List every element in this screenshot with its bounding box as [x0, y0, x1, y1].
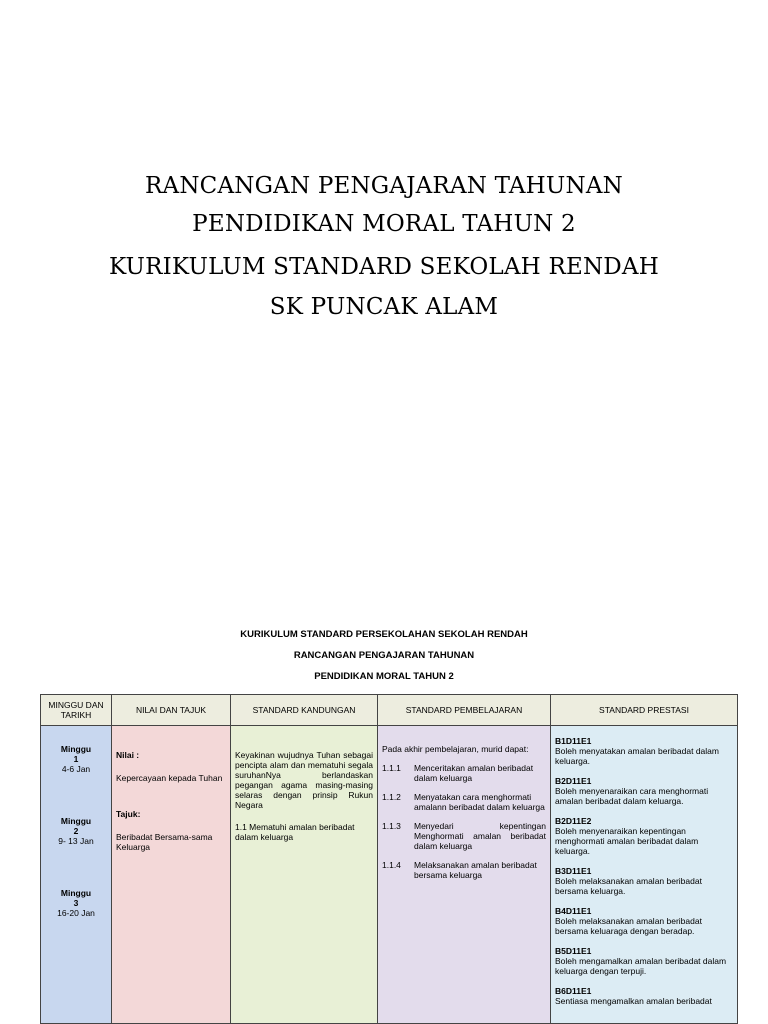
prestasi-item [555, 906, 733, 936]
cover-title-line-2: PENDIDIKAN MORAL TAHUN 2 [192, 211, 576, 237]
list-item [382, 763, 546, 783]
list-item [382, 860, 546, 880]
header-standard-prestasi: STANDARD PRESTASI [551, 695, 738, 726]
week-label: Minggu [60, 744, 92, 754]
item-text: Melaksanakan amalan beribadat bersama keluarga [414, 860, 537, 880]
header-minggu: MINGGU DAN TARIKH [41, 695, 112, 726]
prestasi-text: Boleh menyatakan amalan beribadat dalam keluarga. [555, 746, 719, 766]
prestasi-text: Boleh melaksanakan amalan beribadat bersama keluarga. [555, 876, 702, 896]
week-label: Minggu [60, 888, 92, 898]
table-header-row [41, 695, 738, 726]
subheading-kurikulum: KURIKULUM STANDARD PERSEKOLAHAN SEKOLAH RENDAH [240, 629, 528, 640]
week-number: 3 [73, 898, 79, 908]
prestasi-code: B3D11E1 [555, 866, 592, 876]
nilai-label: Nilai : [116, 750, 140, 760]
kandungan-item: 1.1 Mematuhi amalan beribadat dalam keluarga [235, 822, 355, 842]
prestasi-item [555, 986, 733, 1006]
table-row [41, 726, 738, 1024]
week-entry-2 [43, 816, 109, 846]
tajuk-label: Tajuk: [116, 809, 141, 819]
cell-minggu [41, 726, 112, 1024]
prestasi-code: B1D11E1 [555, 736, 592, 746]
prestasi-item [555, 816, 733, 856]
prestasi-code: B5D11E1 [555, 946, 592, 956]
week-entry-1 [43, 744, 109, 774]
list-item [382, 792, 546, 812]
week-entry-3 [43, 888, 109, 918]
cell-nilai-tajuk [112, 726, 231, 1024]
prestasi-item [555, 736, 733, 766]
header-standard-pembelajaran: STANDARD PEMBELAJARAN [378, 695, 551, 726]
item-text: Menyedari kepentingan Menghormati amalan beribadat dalam keluarga [414, 821, 546, 851]
prestasi-code: B4D11E1 [555, 906, 592, 916]
kandungan-paragraph: Keyakinan wujudnya Tuhan sebagai pencipta alam dan mematuhi segala suruhanNya berlandaskan pegangan agama masing-masing selaras dengan prinsip Rukun Negara [235, 750, 373, 810]
cover-title-line-3: KURIKULUM STANDARD SEKOLAH RENDAH [108, 254, 659, 280]
nilai-value: Kepercayaan kepada Tuhan [116, 773, 223, 783]
list-item [382, 821, 546, 851]
week-dates: 9- 13 Jan [58, 836, 94, 846]
cover-title-line-4: SK PUNCAK ALAM [269, 294, 499, 320]
week-dates: 16-20 Jan [57, 908, 95, 918]
subheading-pendidikan: PENDIDIKAN MORAL TAHUN 2 [314, 671, 454, 682]
subheading-rancangan: RANCANGAN PENGAJARAN TAHUNAN [293, 650, 475, 661]
prestasi-code: B2D11E2 [555, 816, 592, 826]
prestasi-text: Sentiasa mengamalkan amalan beribadat [555, 996, 712, 1006]
cover-title-line-1: RANCANGAN PENGAJARAN TAHUNAN [145, 173, 623, 199]
item-number: 1.1.1 [382, 763, 401, 773]
cell-standard-pembelajaran [378, 726, 551, 1024]
prestasi-item [555, 776, 733, 806]
prestasi-text: Boleh menyenaraikan cara menghormati amalan beribadat dalam keluarga. [555, 786, 709, 806]
item-number: 1.1.4 [382, 860, 401, 870]
item-number: 1.1.2 [382, 792, 401, 802]
cell-standard-kandungan [231, 726, 378, 1024]
pembelajaran-intro: Pada akhir pembelajaran, murid dapat: [382, 744, 529, 754]
prestasi-code: B2D11E1 [555, 776, 592, 786]
rpt-table [40, 694, 738, 1024]
prestasi-item [555, 946, 733, 976]
item-number: 1.1.3 [382, 821, 401, 831]
prestasi-text: Boleh melaksanakan amalan beribadat bersama keluaraga dengan beradap. [555, 916, 702, 936]
prestasi-text: Boleh mengamalkan amalan beribadat dalam keluarga dengan terpuji. [555, 956, 727, 976]
item-text: Menceritakan amalan beribadat dalam keluarga [414, 763, 534, 783]
week-dates: 4-6 Jan [61, 764, 91, 774]
header-standard-kandungan: STANDARD KANDUNGAN [231, 695, 378, 726]
prestasi-text: Boleh menyenaraikan kepentingan menghormati amalan beribadat dalam keluarga. [555, 826, 699, 856]
tajuk-value: Beribadat Bersama-sama Keluarga [116, 832, 213, 852]
week-label: Minggu [60, 816, 92, 826]
cell-standard-prestasi [551, 726, 738, 1024]
header-nilai-tajuk: NILAI DAN TAJUK [112, 695, 231, 726]
item-text: Menyatakan cara menghormati amalann beribadat dalam keluarga [414, 792, 545, 812]
week-number: 2 [73, 826, 79, 836]
week-number: 1 [73, 754, 79, 764]
prestasi-item [555, 866, 733, 896]
prestasi-code: B6D11E1 [555, 986, 592, 996]
